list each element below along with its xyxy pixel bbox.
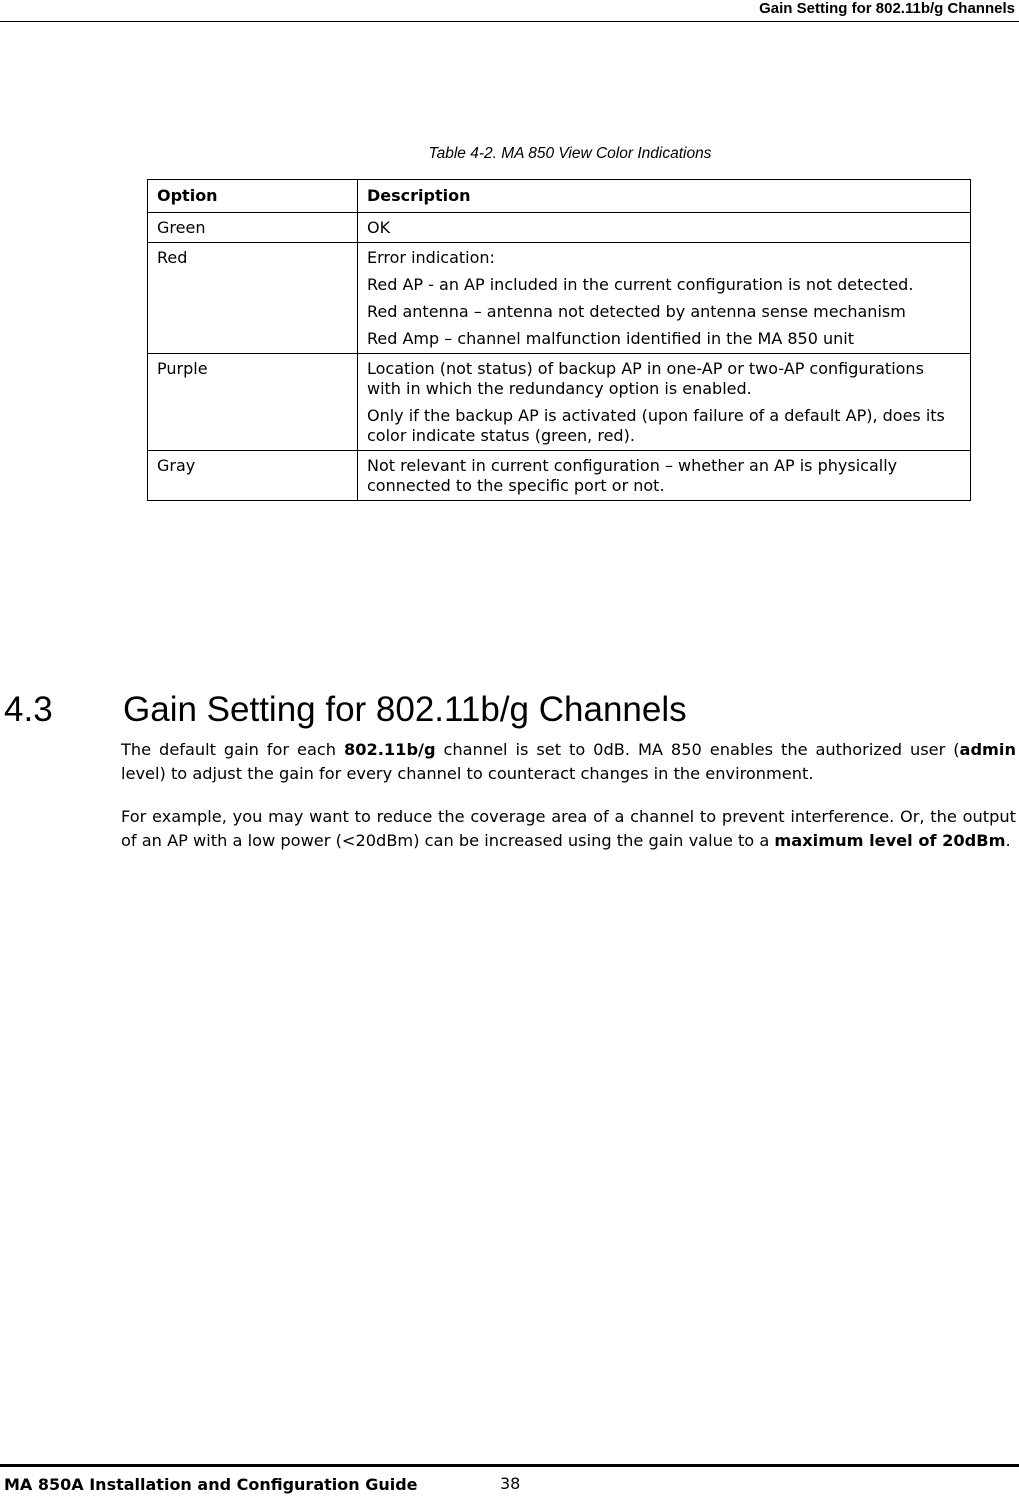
para-bold-term: 802.11b/g [343,740,436,759]
para-text: For example, you may want to reduce the coverage area of a channel to prevent interference. Or, the output of an AP with a low power (<20dBm) can be increased using the gain value to a [121,807,1016,850]
row-option: Red [148,243,358,354]
description-line: Not relevant in current configuration – whether an AP is physically connected to the specific port or not. [367,456,898,495]
running-header-title: Gain Setting for 802.11b/g Channels [759,0,1015,17]
para-text: channel is set to 0dB. MA 850 enables the authorized user ( [435,740,960,759]
header-option: Option [148,180,358,213]
table-header-row [148,180,971,213]
color-indications-table [147,179,971,501]
row-option: Green [148,213,358,243]
para-bold-term: admin [959,740,1016,759]
body-paragraph [121,738,1016,786]
section-heading [4,690,687,730]
para-text: . [1005,831,1011,850]
description-line: Location (not status) of backup AP in one-AP or two-AP configurations with in which the redundancy option is enabled. [367,359,924,398]
running-header [0,0,1019,22]
section-number: 4.3 [4,690,53,729]
para-text: The default gain for each [121,740,344,759]
row-description [358,451,971,501]
description-line: Only if the backup AP is activated (upon failure of a default AP), does its color indicate status (green, red). [367,406,945,445]
section-title: Gain Setting for 802.11b/g Channels [123,690,687,729]
footer-divider [0,1464,1019,1467]
table-row [148,243,971,354]
row-option: Gray [148,451,358,501]
description-line: OK [367,218,391,237]
para-text: level) to adjust the gain for every channel to counteract changes in the environment. [121,764,814,783]
para-bold-term: maximum level of 20dBm [774,831,1006,850]
table-row [148,213,971,243]
row-option: Purple [148,354,358,451]
row-description [358,243,971,354]
footer-guide-title: MA 850A Installation and Configuration Guide [4,1475,418,1494]
header-description: Description [358,180,971,213]
footer-page-number: 38 [500,1474,521,1493]
description-line: Red antenna – antenna not detected by antenna sense mechanism [367,302,906,321]
table-caption: Table 4-2. MA 850 View Color Indications [428,145,712,162]
row-description [358,354,971,451]
description-line: Red AP - an AP included in the current configuration is not detected. [367,275,914,294]
table-row [148,451,971,501]
table-row [148,354,971,451]
description-line: Error indication: [367,248,495,267]
body-paragraph [121,805,1016,853]
description-line: Red Amp – channel malfunction identified in the MA 850 unit [367,329,854,348]
row-description [358,213,971,243]
